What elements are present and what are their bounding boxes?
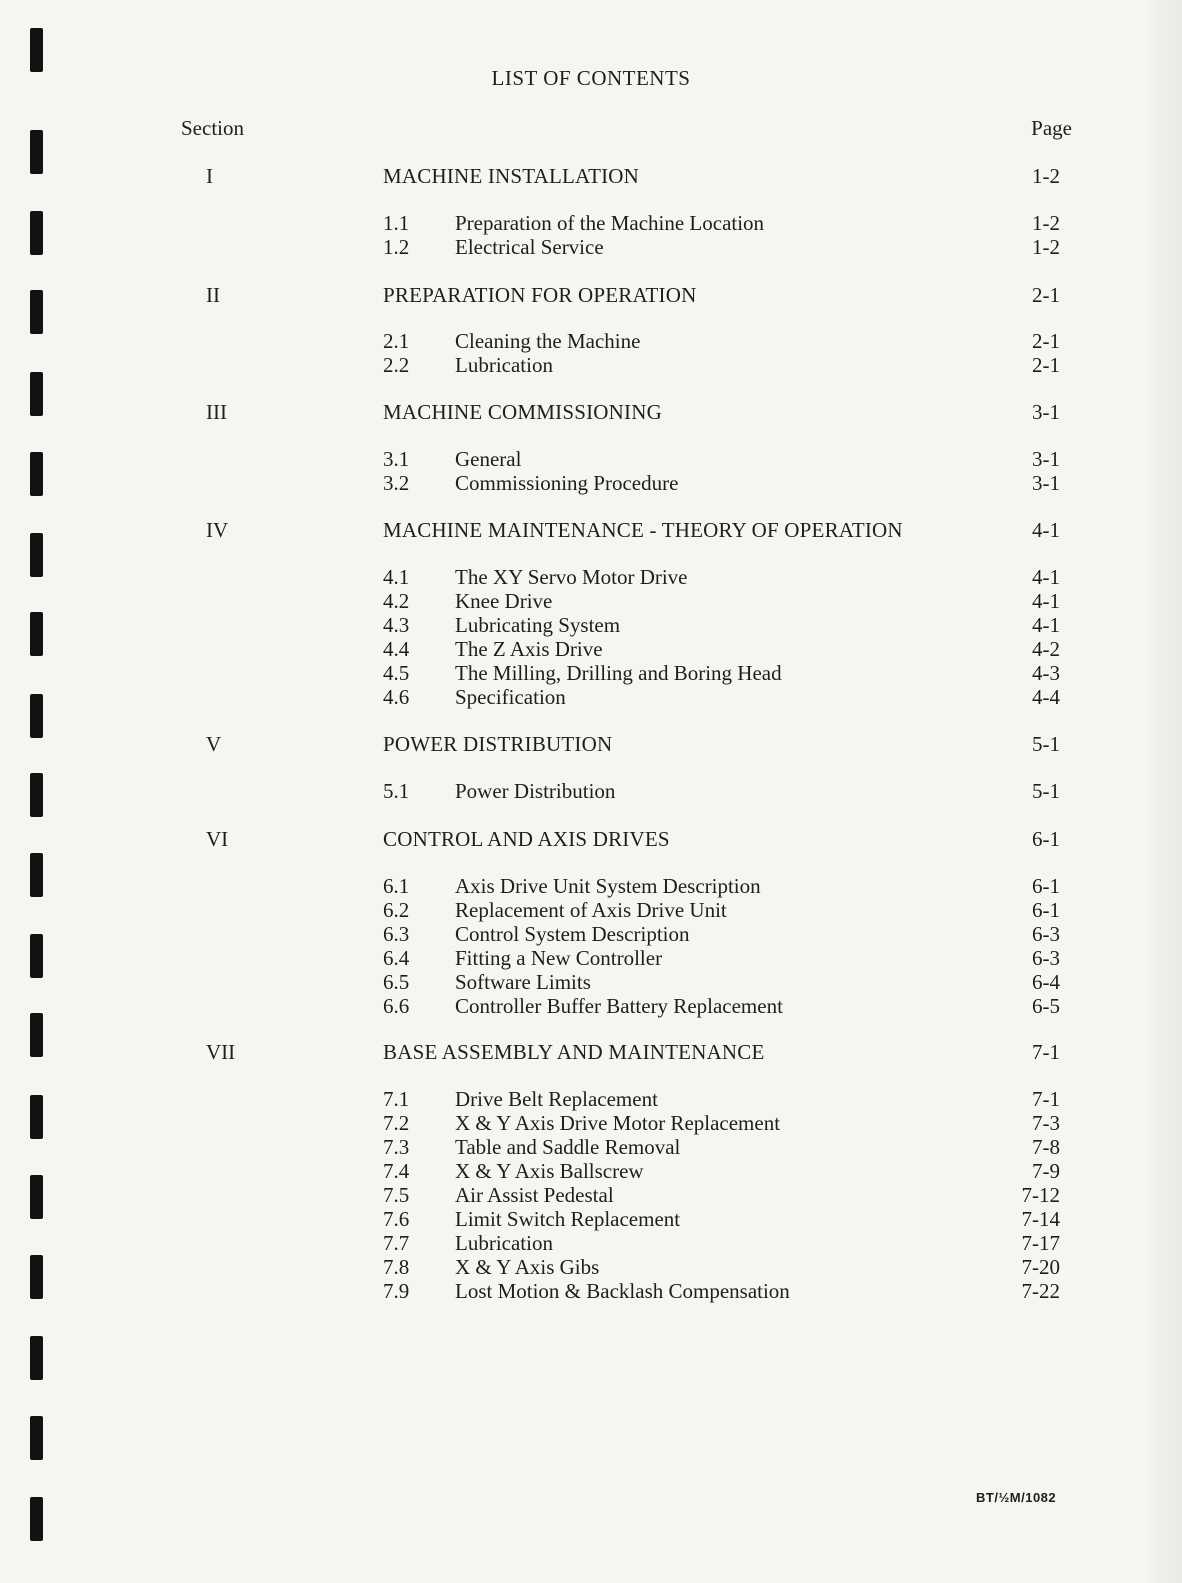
document-code: BT/½M/1082 [976, 1490, 1057, 1505]
subsection-number: 4.1 [383, 565, 410, 589]
section-page: 6-1 [1032, 827, 1060, 851]
subsection-row [0, 210, 1182, 236]
section-row [0, 163, 1182, 189]
subsection-row [0, 969, 1182, 995]
section-title: PREPARATION FOR OPERATION [383, 283, 697, 307]
section-title: MACHINE INSTALLATION [383, 164, 640, 188]
subsection-number: 1.1 [383, 211, 410, 235]
subsection-number: 6.6 [383, 994, 410, 1018]
subsection-row [0, 612, 1182, 638]
subsection-number: 5.1 [383, 779, 410, 803]
section-page: 5-1 [1032, 732, 1060, 756]
subsection-title: The Milling, Drilling and Boring Head [455, 661, 782, 685]
subsection-page: 7-12 [1021, 1183, 1060, 1207]
section-row [0, 517, 1182, 543]
subsection-page: 3-1 [1032, 471, 1060, 495]
subsection-number: 6.5 [383, 970, 410, 994]
subsection-page: 3-1 [1032, 447, 1060, 471]
subsection-title: Commissioning Procedure [455, 471, 679, 495]
subsection-page: 4-1 [1032, 613, 1060, 637]
subsection-title: Software Limits [455, 970, 591, 994]
subsection-row [0, 588, 1182, 614]
subsection-row [0, 778, 1182, 804]
subsection-title: Preparation of the Machine Location [455, 211, 765, 235]
section-numeral: V [206, 732, 222, 756]
subsection-page: 2-1 [1032, 329, 1060, 353]
subsection-number: 2.1 [383, 329, 410, 353]
subsection-row [0, 446, 1182, 472]
subsection-page: 6-3 [1032, 922, 1060, 946]
subsection-page: 6-5 [1032, 994, 1060, 1018]
subsection-title: Lubrication [455, 1231, 553, 1255]
subsection-title: Cleaning the Machine [455, 329, 641, 353]
subsection-row [0, 1206, 1182, 1232]
subsection-number: 1.2 [383, 235, 410, 259]
subsection-number: 7.7 [383, 1231, 410, 1255]
subsection-number: 2.2 [383, 353, 410, 377]
subsection-title: Lost Motion & Backlash Compensation [455, 1279, 790, 1303]
subsection-title: Replacement of Axis Drive Unit [455, 898, 727, 922]
subsection-page: 7-20 [1021, 1255, 1060, 1279]
subsection-page: 7-17 [1021, 1231, 1060, 1255]
subsection-row [0, 660, 1182, 686]
subsection-row [0, 470, 1182, 496]
subsection-number: 6.4 [383, 946, 410, 970]
page-title: LIST OF CONTENTS [491, 66, 691, 90]
subsection-page: 2-1 [1032, 353, 1060, 377]
section-title: MACHINE COMMISSIONING [383, 400, 662, 424]
binding-hole [30, 1416, 43, 1460]
subsection-row [0, 897, 1182, 923]
subsection-page: 7-9 [1032, 1159, 1060, 1183]
subsection-number: 4.5 [383, 661, 410, 685]
section-row [0, 826, 1182, 852]
section-numeral: IV [206, 518, 229, 542]
subsection-number: 7.8 [383, 1255, 410, 1279]
subsection-number: 3.1 [383, 447, 410, 471]
subsection-page: 4-3 [1032, 661, 1060, 685]
subsection-title: X & Y Axis Gibs [455, 1255, 600, 1279]
subsection-title: Axis Drive Unit System Description [455, 874, 761, 898]
subsection-title: The Z Axis Drive [455, 637, 603, 661]
section-row [0, 731, 1182, 757]
subsection-number: 4.3 [383, 613, 410, 637]
subsection-number: 7.9 [383, 1279, 410, 1303]
section-row [0, 282, 1182, 308]
subsection-title: Control System Description [455, 922, 690, 946]
section-numeral: I [206, 164, 213, 188]
subsection-title: Limit Switch Replacement [455, 1207, 681, 1231]
section-title: MACHINE MAINTENANCE - THEORY OF OPERATION [383, 518, 903, 542]
subsection-page: 6-4 [1032, 970, 1060, 994]
subsection-row [0, 945, 1182, 971]
subsection-row [0, 993, 1182, 1019]
subsection-page: 7-14 [1021, 1207, 1060, 1231]
subsection-title: X & Y Axis Drive Motor Replacement [455, 1111, 781, 1135]
subsection-row [0, 234, 1182, 260]
subsection-page: 7-3 [1032, 1111, 1060, 1135]
subsection-number: 4.2 [383, 589, 410, 613]
subsection-title: Air Assist Pedestal [455, 1183, 614, 1207]
section-title: CONTROL AND AXIS DRIVES [383, 827, 670, 851]
subsection-page: 4-1 [1032, 565, 1060, 589]
section-title: BASE ASSEMBLY AND MAINTENANCE [383, 1040, 765, 1064]
subsection-page: 4-1 [1032, 589, 1060, 613]
section-page: 7-1 [1032, 1040, 1060, 1064]
subsection-row [0, 328, 1182, 354]
subsection-title: Lubrication [455, 353, 553, 377]
subsection-row [0, 352, 1182, 378]
page-column-header: Page [1031, 116, 1072, 140]
subsection-number: 7.6 [383, 1207, 410, 1231]
subsection-row [0, 1110, 1182, 1136]
subsection-row [0, 873, 1182, 899]
binding-hole [30, 1497, 43, 1541]
subsection-number: 7.2 [383, 1111, 410, 1135]
subsection-row [0, 921, 1182, 947]
subsection-page: 6-3 [1032, 946, 1060, 970]
subsection-title: Electrical Service [455, 235, 604, 259]
subsection-row [0, 1230, 1182, 1256]
subsection-title: X & Y Axis Ballscrew [455, 1159, 644, 1183]
section-numeral: VI [206, 827, 229, 851]
subsection-number: 7.3 [383, 1135, 410, 1159]
subsection-page: 7-22 [1021, 1279, 1060, 1303]
subsection-page: 6-1 [1032, 874, 1060, 898]
section-page: 2-1 [1032, 283, 1060, 307]
section-page: 3-1 [1032, 400, 1060, 424]
subsection-page: 6-1 [1032, 898, 1060, 922]
subsection-row [0, 684, 1182, 710]
subsection-row [0, 1278, 1182, 1304]
subsection-row [0, 1158, 1182, 1184]
section-page: 1-2 [1032, 164, 1060, 188]
subsection-title: General [455, 447, 522, 471]
section-title: POWER DISTRIBUTION [383, 732, 613, 756]
subsection-number: 4.4 [383, 637, 410, 661]
subsection-title: Table and Saddle Removal [455, 1135, 681, 1159]
subsection-title: Knee Drive [455, 589, 553, 613]
subsection-number: 4.6 [383, 685, 410, 709]
subsection-title: Fitting a New Controller [455, 946, 663, 970]
subsection-row [0, 1254, 1182, 1280]
subsection-title: The XY Servo Motor Drive [455, 565, 688, 589]
subsection-page: 7-8 [1032, 1135, 1060, 1159]
subsection-row [0, 1086, 1182, 1112]
subsection-number: 6.2 [383, 898, 410, 922]
section-page: 4-1 [1032, 518, 1060, 542]
subsection-page: 4-2 [1032, 637, 1060, 661]
subsection-title: Power Distribution [455, 779, 616, 803]
subsection-number: 7.5 [383, 1183, 410, 1207]
subsection-number: 7.4 [383, 1159, 410, 1183]
subsection-row [0, 636, 1182, 662]
subsection-number: 3.2 [383, 471, 410, 495]
section-numeral: II [206, 283, 220, 307]
subsection-title: Drive Belt Replacement [455, 1087, 658, 1111]
subsection-row [0, 1182, 1182, 1208]
binding-hole [30, 1336, 43, 1380]
section-numeral: VII [206, 1040, 236, 1064]
subsection-title: Controller Buffer Battery Replacement [455, 994, 783, 1018]
subsection-title: Lubricating System [455, 613, 621, 637]
subsection-number: 7.1 [383, 1087, 410, 1111]
subsection-row [0, 1134, 1182, 1160]
subsection-number: 6.3 [383, 922, 410, 946]
subsection-row [0, 564, 1182, 590]
subsection-number: 6.1 [383, 874, 410, 898]
subsection-page: 1-2 [1032, 235, 1060, 259]
subsection-page: 1-2 [1032, 211, 1060, 235]
subsection-page: 4-4 [1032, 685, 1060, 709]
subsection-page: 5-1 [1032, 779, 1060, 803]
section-numeral: III [206, 400, 227, 424]
subsection-title: Specification [455, 685, 566, 709]
section-column-header: Section [181, 116, 244, 140]
section-row [0, 399, 1182, 425]
subsection-page: 7-1 [1032, 1087, 1060, 1111]
section-row [0, 1039, 1182, 1065]
